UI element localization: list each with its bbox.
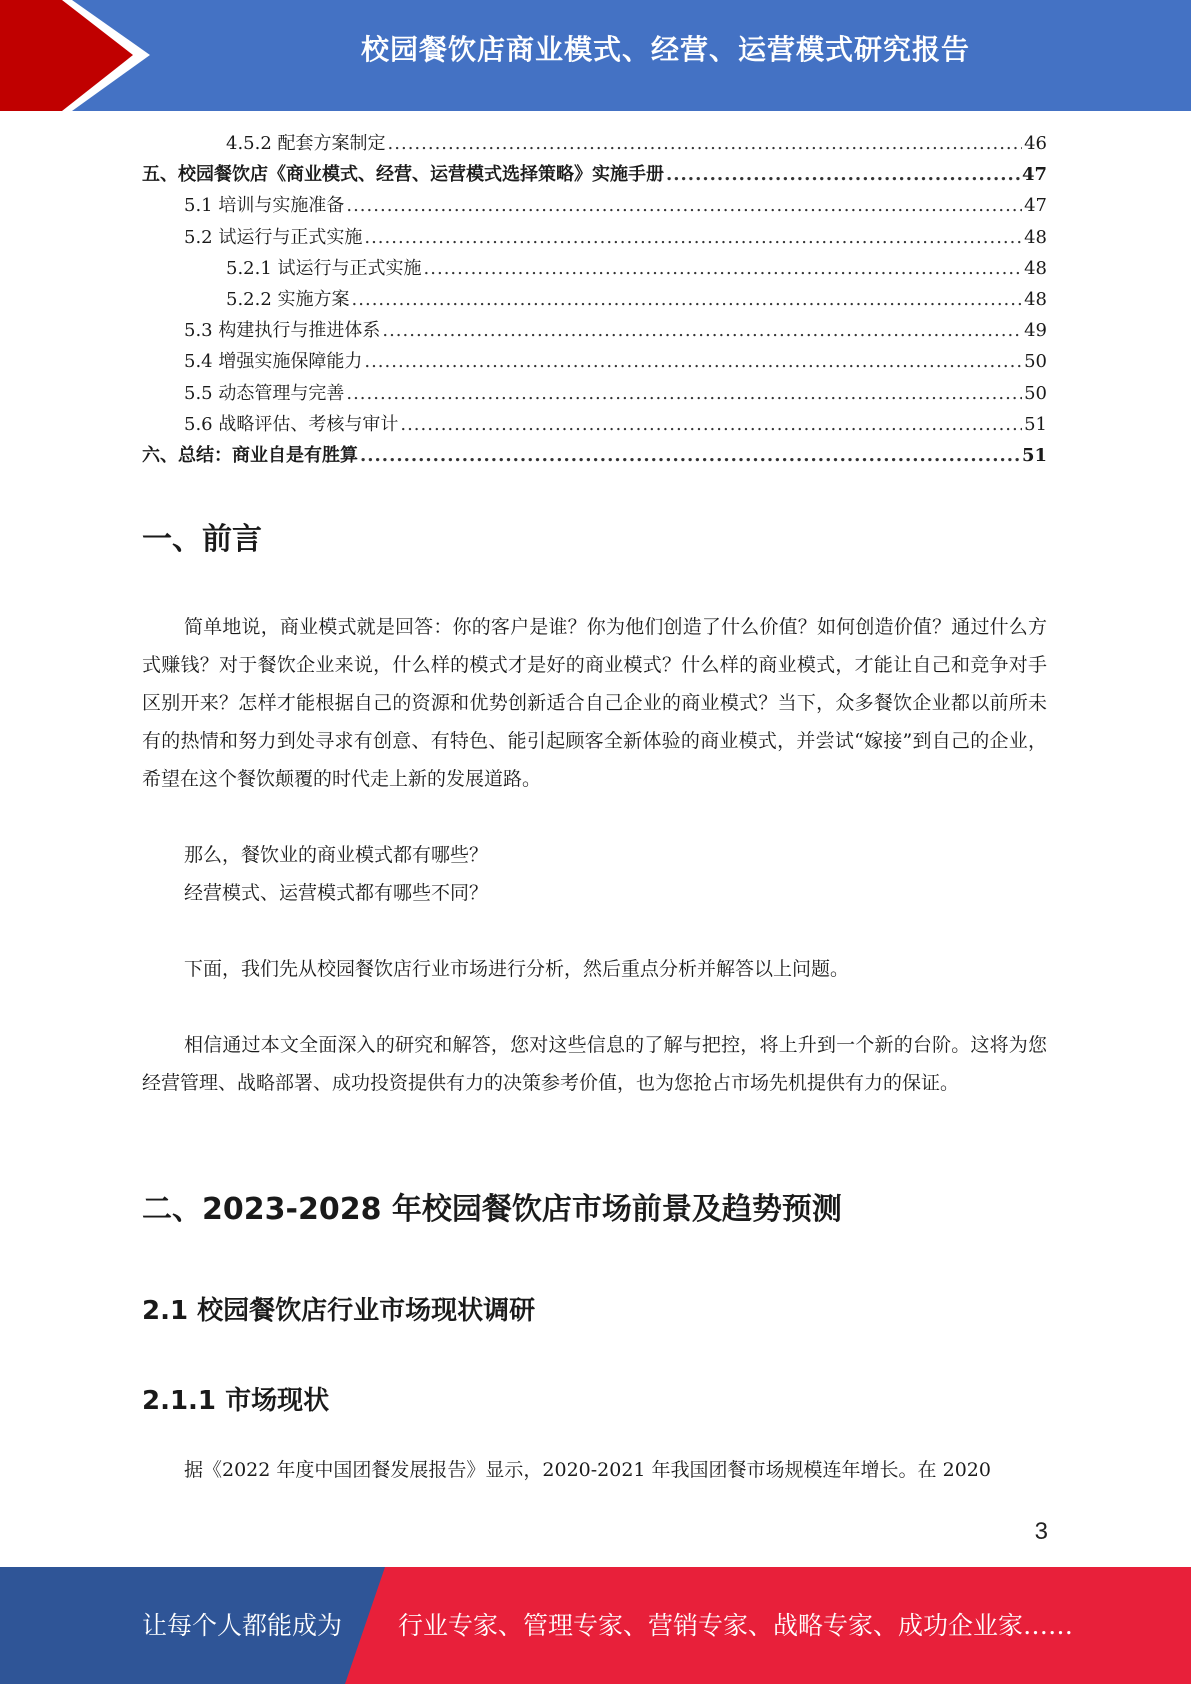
section-heading-market-outlook: 二、2023-2028 年校园餐饮店市场前景及趋势预测 xyxy=(142,1192,842,1227)
toc-entry-page: 51 xyxy=(1021,444,1047,466)
page-number: 3 xyxy=(1034,1518,1048,1545)
toc-entry-page: 47 xyxy=(1021,164,1047,186)
toc-entry-title: 5.5 动态管理与完善 xyxy=(184,382,345,404)
table-of-contents xyxy=(142,128,1047,471)
toc-leader-dots xyxy=(400,409,1022,440)
toc-leader-dots xyxy=(666,159,1020,190)
toc-entry[interactable] xyxy=(142,346,1047,377)
toc-leader-dots xyxy=(352,284,1023,315)
toc-entry-page: 46 xyxy=(1024,133,1047,154)
preface-question-1: 那么，餐饮业的商业模式都有哪些？ xyxy=(184,844,489,866)
toc-entry-title: 六、总结：商业自是有胜算 xyxy=(142,444,358,466)
toc-entry[interactable] xyxy=(142,128,1047,159)
preface-question-2: 经营模式、运营模式都有哪些不同？ xyxy=(184,882,489,904)
toc-entry-title: 5.2.1 试运行与正式实施 xyxy=(226,257,422,279)
toc-entry[interactable] xyxy=(142,315,1047,346)
preface-paragraph-2: 下面，我们先从校园餐饮店行业市场进行分析，然后重点分析并解答以上问题。 xyxy=(184,958,850,980)
toc-entry-page: 51 xyxy=(1024,413,1047,435)
toc-entry-page: 50 xyxy=(1024,382,1047,404)
page-header xyxy=(0,0,1191,111)
toc-entry[interactable] xyxy=(142,409,1047,440)
toc-leader-dots xyxy=(346,378,1022,409)
toc-entry[interactable] xyxy=(142,159,1047,190)
toc-entry[interactable] xyxy=(142,190,1047,221)
subsection-heading-market-status: 2.1.1 市场现状 xyxy=(142,1386,330,1416)
toc-entry[interactable] xyxy=(142,440,1047,471)
market-status-paragraph: 据《2022 年度中国团餐发展报告》显示，2020-2021 年我国团餐市场规模连年增长。在 2020 xyxy=(184,1459,991,1481)
toc-leader-dots xyxy=(364,346,1022,377)
toc-leader-dots xyxy=(346,190,1022,221)
toc-entry-title: 五、校园餐饮店《商业模式、经营、运营模式选择策略》实施手册 xyxy=(142,164,664,186)
toc-leader-dots xyxy=(382,315,1022,346)
preface-paragraph-3: 相信通过本文全面深入的研究和解答，您对这些信息的了解与把控，将上升到一个新的台阶。这将为您经营管理、战略部署、成功投资提供有力的决策参考价值，也为您抢占市场先机提供有力的保证。 xyxy=(142,1034,1047,1094)
header-title: 校园餐饮店商业模式、经营、运营模式研究报告 xyxy=(360,33,970,66)
toc-entry-title: 5.4 增强实施保障能力 xyxy=(184,351,363,373)
toc-entry-page: 48 xyxy=(1024,257,1047,279)
toc-entry[interactable] xyxy=(142,378,1047,409)
toc-entry-page: 48 xyxy=(1024,226,1047,248)
preface-paragraph-1: 简单地说，商业模式就是回答：你的客户是谁？你为他们创造了什么价值？如何创造价值？通过什么方式赚钱？对于餐饮企业来说，什么样的模式才是好的商业模式？什么样的商业模式，才能让自己和竞争对手区别开来？怎样才能根据自己的资源和优势创新适合自己企业的商业模式？当下，众多餐饮企业都以前所未有的热情和努力到处寻求有创意、有特色、能引起顾客全新体验的商业模式，并尝试“嫁接”到自己的企业，希望在这个餐饮颠覆的时代走上新的发展道路。 xyxy=(142,616,1047,790)
footer-slogan-right: 行业专家、管理专家、营销专家、战略专家、成功企业家…… xyxy=(398,1611,1074,1640)
section-heading-preface: 一、前言 xyxy=(142,522,262,557)
toc-entry-title: 5.1 培训与实施准备 xyxy=(184,195,345,217)
toc-entry[interactable] xyxy=(142,284,1047,315)
subsection-heading-market-research: 2.1 校园餐饮店行业市场现状调研 xyxy=(142,1296,536,1326)
toc-entry-page: 50 xyxy=(1024,351,1047,373)
toc-leader-dots xyxy=(388,128,1023,159)
toc-leader-dots xyxy=(424,253,1023,284)
footer-slogan-left: 让每个人都能成为 xyxy=(142,1611,343,1640)
toc-entry-title: 5.6 战略评估、考核与审计 xyxy=(184,413,399,435)
toc-entry[interactable] xyxy=(142,222,1047,253)
toc-entry-title: 5.2.2 实施方案 xyxy=(226,288,350,310)
toc-entry-page: 48 xyxy=(1024,288,1047,310)
toc-entry-page: 47 xyxy=(1024,195,1047,217)
toc-leader-dots xyxy=(360,440,1020,471)
toc-entry-title: 4.5.2 配套方案制定 xyxy=(226,133,386,154)
toc-entry-title: 5.3 构建执行与推进体系 xyxy=(184,320,381,342)
toc-entry[interactable] xyxy=(142,253,1047,284)
toc-entry-page: 49 xyxy=(1024,320,1047,342)
toc-leader-dots xyxy=(364,222,1022,253)
toc-entry-title: 5.2 试运行与正式实施 xyxy=(184,226,363,248)
page-footer xyxy=(0,1567,1191,1684)
